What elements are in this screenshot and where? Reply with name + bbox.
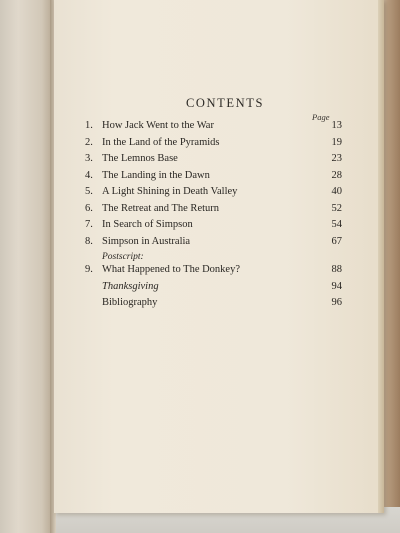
entry-page: 28 bbox=[331, 169, 342, 181]
entry-page: 19 bbox=[331, 136, 342, 148]
toc-entry-bibliography bbox=[85, 297, 342, 314]
entry-number: 5. bbox=[85, 186, 93, 197]
entry-title: The Lemnos Base bbox=[102, 153, 178, 164]
entry-number: 3. bbox=[85, 153, 93, 164]
entry-page: 96 bbox=[331, 297, 342, 308]
entry-number: 1. bbox=[85, 120, 93, 131]
toc-entry bbox=[85, 203, 342, 220]
entry-title: Simpson in Australia bbox=[102, 235, 191, 247]
toc-entry bbox=[85, 219, 342, 236]
entry-number: 9. bbox=[85, 264, 93, 275]
entry-title: A Light Shining in Death Valley bbox=[102, 186, 238, 197]
toc-entry bbox=[85, 186, 342, 203]
entry-title: What Happened to The Donkey? bbox=[102, 264, 241, 275]
toc-entry bbox=[85, 153, 342, 170]
toc-entry bbox=[85, 170, 342, 187]
entry-page: 94 bbox=[331, 280, 342, 292]
entry-title: How Jack Went to the War bbox=[102, 120, 214, 131]
entry-page: 88 bbox=[331, 264, 342, 275]
page-column-label: Page bbox=[312, 112, 330, 122]
postscript-label: Postscript: bbox=[102, 252, 144, 262]
entry-title: In Search of Simpson bbox=[102, 219, 193, 230]
contents-heading: CONTENTS bbox=[185, 96, 265, 110]
entry-number: 2. bbox=[85, 136, 93, 148]
toc-entry-postscript bbox=[85, 264, 342, 281]
entry-number: 8. bbox=[85, 235, 93, 247]
entry-page: 52 bbox=[331, 202, 342, 214]
entry-title: The Landing in the Dawn bbox=[102, 169, 210, 181]
toc-entry bbox=[85, 236, 342, 253]
entry-title: Thanksgiving bbox=[102, 280, 159, 292]
entry-number: 6. bbox=[85, 202, 93, 214]
entry-title: Bibliography bbox=[102, 297, 158, 308]
entry-page: 13 bbox=[331, 120, 342, 131]
entry-title: In the Land of the Pyramids bbox=[102, 136, 220, 148]
page-edge bbox=[378, 0, 384, 513]
toc-entry bbox=[85, 137, 342, 154]
entry-page: 67 bbox=[331, 235, 342, 247]
entry-page: 54 bbox=[331, 219, 342, 230]
toc-entry-thanksgiving bbox=[85, 281, 342, 298]
left-page-edge bbox=[0, 0, 52, 533]
entry-number: 7. bbox=[85, 219, 93, 230]
entry-number: 4. bbox=[85, 169, 93, 181]
toc-entry bbox=[85, 120, 342, 137]
entry-page: 23 bbox=[331, 153, 342, 164]
entry-page: 40 bbox=[331, 186, 342, 197]
table-of-contents bbox=[85, 120, 342, 314]
entry-title: The Retreat and The Return bbox=[102, 202, 220, 214]
